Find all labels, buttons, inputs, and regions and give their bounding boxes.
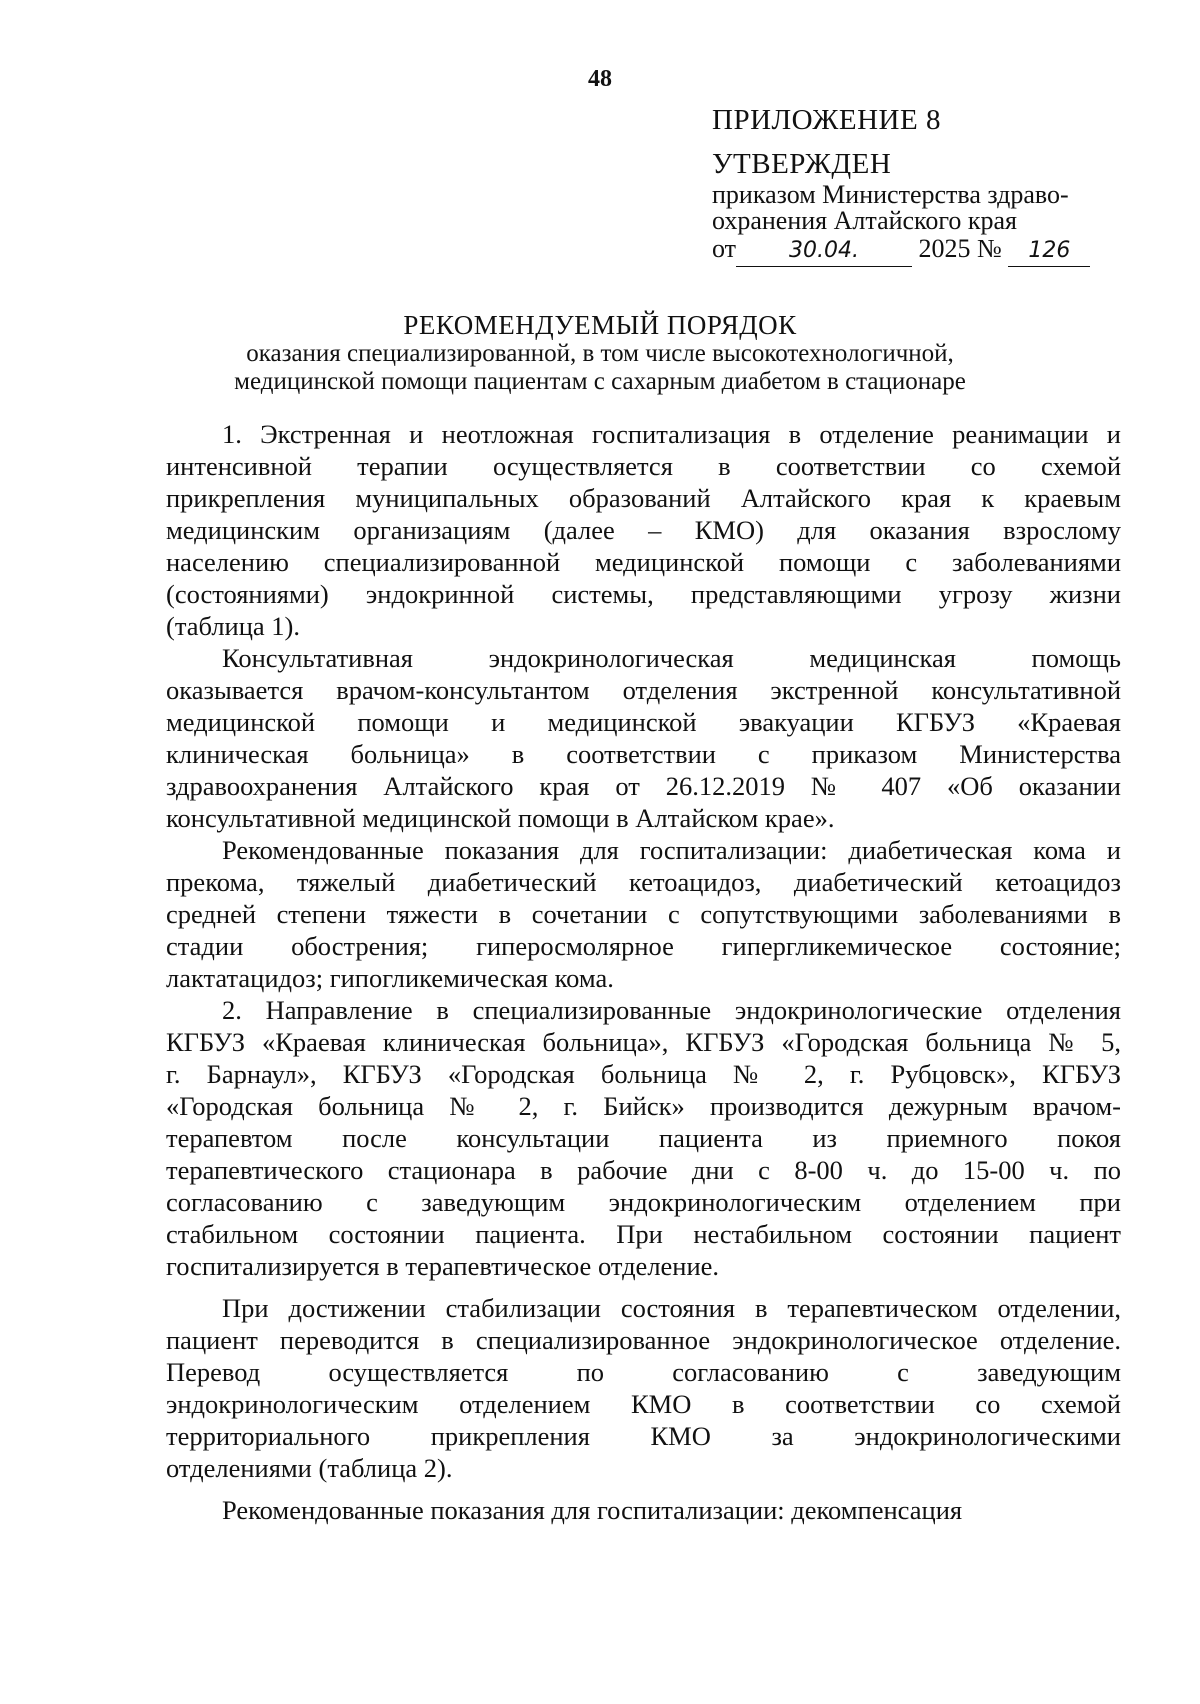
page-number: 48	[588, 66, 612, 92]
text-line: лактатацидоз; гипогликемическая кома.	[166, 963, 614, 993]
handwritten-date: 30.04.	[736, 236, 912, 267]
order-line-1: приказом Министерства здраво-	[712, 180, 1069, 209]
text-line: прикрепления муниципальных образований Алтайского края к краевым	[166, 483, 1121, 513]
title-subtitle-2: медицинской помощи пациентам с сахарным диабетом в стационаре	[234, 368, 966, 395]
text-line: 2. Направление в специализированные эндокринологические отделения	[222, 995, 1121, 1025]
text-line: средней степени тяжести в сочетании с сопутствующими заболеваниями в	[166, 899, 1121, 929]
text-line: Консультативная эндокринологическая медицинская помощь	[222, 643, 1121, 673]
text-line: здравоохранения Алтайского края от 26.12.2019 № 407 «Об оказании	[166, 771, 1121, 801]
text-line: 1. Экстренная и неотложная госпитализация в отделение реанимации и	[222, 419, 1121, 449]
approval-block	[712, 102, 1152, 267]
text-line: госпитализируется в терапевтическое отделение.	[166, 1251, 720, 1281]
paragraph	[166, 642, 1121, 834]
text-line: Перевод осуществляется по согласованию с заведующим	[166, 1357, 1121, 1387]
approved-label: УТВЕРЖДЕН	[712, 148, 892, 180]
text-line: (состояниями) эндокринной системы, представляющими угрозу жизни	[166, 579, 1121, 609]
text-line: территориального прикрепления КМО за эндокринологическими	[166, 1421, 1121, 1451]
paragraph	[166, 834, 1121, 994]
paragraph	[166, 418, 1121, 642]
text-line: согласованию с заведующим эндокринологическим отделением при	[166, 1187, 1121, 1217]
text-line: отделениями (таблица 2).	[166, 1453, 453, 1483]
text-line: оказывается врачом-консультантом отделения экстренной консультативной	[166, 675, 1121, 705]
text-line: эндокринологическим отделением КМО в соответствии со схемой	[166, 1389, 1121, 1419]
paragraph	[166, 1494, 1121, 1526]
document-title	[0, 310, 1200, 396]
paragraph	[166, 1292, 1121, 1484]
date-prefix: от	[712, 234, 737, 263]
text-line: прекома, тяжелый диабетический кетоацидоз, диабетический кетоацидоз	[166, 867, 1121, 897]
text-line: (таблица 1).	[166, 611, 300, 641]
text-line: пациент переводится в специализированное эндокринологическое отделение.	[166, 1325, 1121, 1355]
text-line: Рекомендованные показания для госпитализации: декомпенсация	[222, 1495, 963, 1525]
handwritten-number: 126	[1008, 236, 1090, 267]
text-line: При достижении стабилизации состояния в терапевтическом отделении,	[222, 1293, 1121, 1323]
text-line: «Городская больница № 2, г. Бийск» производится дежурным врачом-	[166, 1091, 1121, 1121]
order-line-2: охранения Алтайского края	[712, 206, 1018, 235]
title-subtitle-1: оказания специализированной, в том числе высокотехнологичной,	[246, 340, 954, 367]
text-line: интенсивной терапии осуществляется в соответствии со схемой	[166, 451, 1121, 481]
text-line: КГБУЗ «Краевая клиническая больница», КГБУЗ «Городская больница № 5,	[166, 1027, 1121, 1057]
text-line: медицинской помощи и медицинской эвакуации КГБУЗ «Краевая	[166, 707, 1121, 737]
text-line: терапевтического стационара в рабочие дни с 8-00 ч. до 15-00 ч. по	[166, 1155, 1121, 1185]
text-line: медицинским организациям (далее – КМО) для оказания взрослому	[166, 515, 1121, 545]
text-line: клиническая больница» в соответствии с приказом Министерства	[166, 739, 1121, 769]
paragraph	[166, 994, 1121, 1282]
text-line: терапевтом после консультации пациента из приемного покоя	[166, 1123, 1121, 1153]
year-number-label: 2025 №	[918, 234, 1002, 263]
text-line: г. Барнаул», КГБУЗ «Городская больница № 2, г. Рубцовск», КГБУЗ	[166, 1059, 1121, 1089]
body-text	[166, 418, 1121, 1526]
text-line: консультативной медицинской помощи в Алтайском крае».	[166, 803, 835, 833]
text-line: Рекомендованные показания для госпитализации: диабетическая кома и	[222, 835, 1121, 865]
order-date-line	[712, 234, 1152, 267]
text-line: населению специализированной медицинской помощи с заболеваниями	[166, 547, 1121, 577]
text-line: стадии обострения; гиперосмолярное гипергликемическое состояние;	[166, 931, 1121, 961]
appendix-label: ПРИЛОЖЕНИЕ 8	[712, 104, 941, 136]
title-main: РЕКОМЕНДУЕМЫЙ ПОРЯДОК	[403, 310, 797, 340]
text-line: стабильном состоянии пациента. При нестабильном состоянии пациент	[166, 1219, 1121, 1249]
